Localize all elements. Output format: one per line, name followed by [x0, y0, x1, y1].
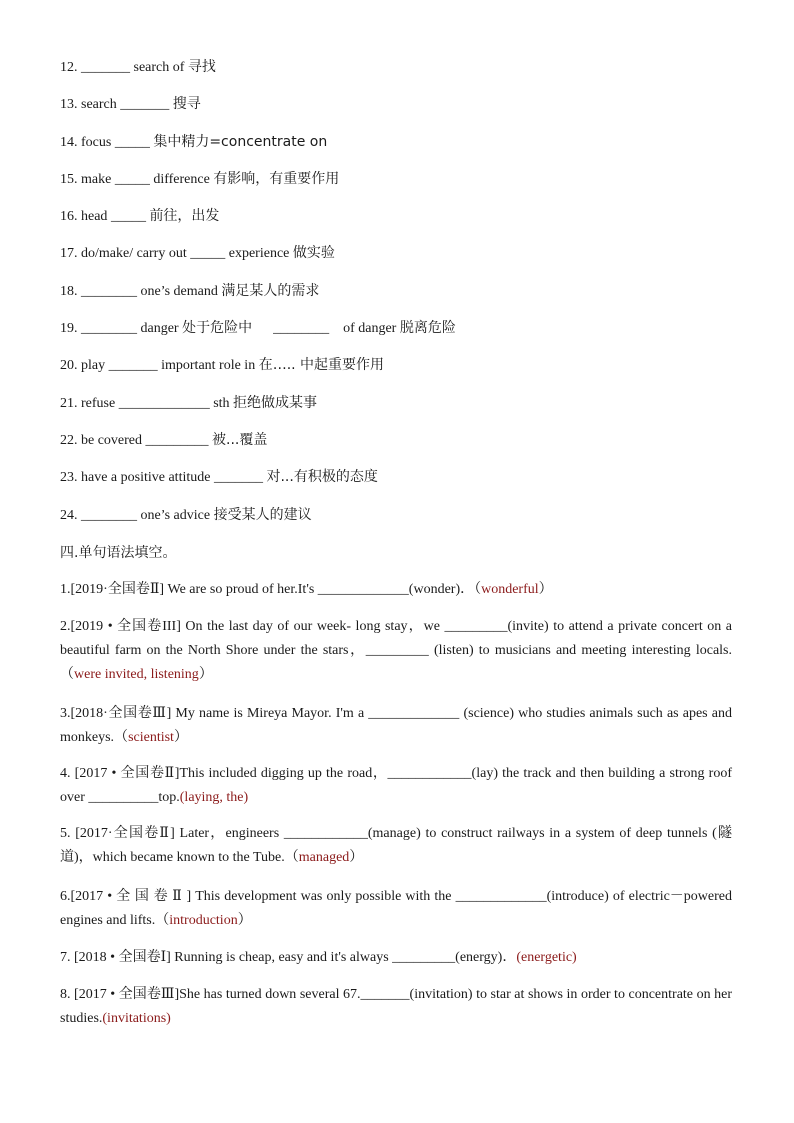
item-number: 14. [60, 135, 78, 150]
phrase-item-13 [60, 94, 740, 115]
phrase-text: of danger [343, 321, 397, 336]
exercise-1 [60, 578, 732, 602]
exercise-text: 1.[2019·全国卷Ⅱ] We are so proud of her.It's _____________(wonder)．（ [60, 582, 482, 597]
answer-bracket: ） [538, 582, 553, 597]
chinese-meaning: 前往，出发 [149, 208, 220, 224]
exercise-4 [60, 762, 732, 810]
fill-blank: _____ [114, 172, 150, 187]
answer-text: (invitations) [102, 1011, 171, 1026]
exercise-text: 4. [2017 • 全国卷Ⅱ]This included digging up the road，____________(lay) the track and then building a strong roof over __________top. [60, 766, 732, 805]
phrase-text: make [81, 172, 112, 187]
item-number: 22. [60, 433, 78, 448]
phrase-item-14 [60, 132, 740, 153]
answer-text: introduction [169, 913, 238, 928]
phrase-text: do/make/ carry out [81, 246, 187, 261]
chinese-meaning: 脱离危险 [399, 320, 456, 336]
phrase-text: sth [213, 396, 230, 411]
exercise-2 [60, 615, 732, 687]
phrase-item-12 [60, 57, 740, 78]
answer-bracket: ） [173, 730, 188, 745]
phrase-item-20 [60, 355, 740, 376]
phrase-item-17 [60, 243, 740, 264]
item-number: 18. [60, 284, 78, 299]
phrase-text: search of [133, 60, 185, 75]
phrase-item-18 [60, 281, 740, 302]
fill-blank: _____ [190, 246, 226, 261]
phrase-item-19 [60, 318, 740, 339]
phrase-item-21 [60, 393, 740, 414]
chinese-meaning: 搜寻 [172, 96, 201, 112]
phrase-text: experience [228, 246, 290, 261]
phrase-item-16 [60, 206, 740, 227]
fill-blank: ________ [81, 321, 137, 336]
fill-blank: ________ [81, 284, 137, 299]
fill-blank: _____________ [118, 396, 210, 411]
chinese-meaning: 集中精力=concentrate on [153, 134, 328, 150]
exercise-text: 3.[2018·全国卷Ⅲ] My name is Mireya Mayor. I'm a _____________ (science) who studies animals such as apes and monkeys.（ [60, 706, 732, 745]
answer-text: were invited, listening [74, 667, 199, 682]
answer-text: (energetic) [516, 950, 577, 965]
item-number: 16. [60, 209, 78, 224]
phrase-text: difference [153, 172, 210, 187]
chinese-meaning: 处于危险中 [182, 320, 253, 336]
fill-blank: _____ [110, 209, 146, 224]
item-number: 12. [60, 60, 78, 75]
phrase-text: be covered [81, 433, 143, 448]
phrase-text: search [81, 97, 117, 112]
fill-blank: ________ [273, 321, 330, 336]
phrase-text: one’s demand [140, 284, 218, 299]
item-number: 23. [60, 470, 78, 485]
exercise-7 [60, 946, 732, 970]
chinese-meaning: 接受某人的建议 [213, 507, 312, 523]
item-number: 15. [60, 172, 78, 187]
item-number: 20. [60, 358, 78, 373]
chinese-meaning: 有影响，有重要作用 [213, 171, 340, 187]
exercise-6 [60, 885, 732, 933]
phrase-text: head [81, 209, 108, 224]
item-number: 17. [60, 246, 78, 261]
answer-text: scientist [128, 730, 174, 745]
exercise-text: 6.[2017 • 全 国 卷 Ⅱ ] This development was only possible with the _____________(introduce) of electric－powered engines and lifts.（ [60, 889, 732, 928]
item-number: 13. [60, 97, 78, 112]
exercise-text: 5. [2017·全国卷Ⅱ] Later，engineers ____________(manage) to construct railways in a system of deep tunnels (隧道)，which became known to the Tube.（ [60, 826, 732, 865]
chinese-meaning: 满足某人的需求 [221, 283, 320, 299]
chinese-meaning: 被...覆盖 [212, 432, 268, 448]
phrase-text: refuse [81, 396, 116, 411]
phrase-item-24 [60, 505, 740, 526]
phrase-item-23 [60, 467, 740, 488]
chinese-meaning: 拒绝做成某事 [233, 395, 318, 411]
exercise-5 [60, 822, 732, 870]
fill-blank: _________ [145, 433, 209, 448]
answer-text: wonderful [481, 582, 539, 597]
fill-blank: _____ [114, 135, 150, 150]
chinese-meaning: 对...有积极的态度 [266, 469, 378, 485]
exercise-text: 2.[2019 • 全国卷III] On the last day of our week- long stay，we _________(invite) to attend a private concert on a beautiful farm on the North Shore under the stars，_________ (listen) to musicians and meeting interesting locals.（ [60, 619, 732, 682]
answer-bracket: ） [349, 850, 364, 865]
phrase-text: focus [81, 135, 112, 150]
fill-blank: _______ [213, 470, 263, 485]
phrase-text: have a positive attitude [81, 470, 211, 485]
exercise-text: 7. [2018 • 全国卷Ⅰ] Running is cheap, easy and it's always _________(energy)． [60, 950, 517, 965]
exercise-3 [60, 702, 732, 750]
fill-blank: ________ [81, 508, 137, 523]
phrase-text: one’s advice [140, 508, 211, 523]
fill-blank: _______ [120, 97, 170, 112]
phrase-item-15 [60, 169, 740, 190]
fill-blank: _______ [81, 60, 130, 75]
chinese-meaning: 在….. 中起重要作用 [258, 357, 385, 373]
item-number: 19. [60, 321, 78, 336]
answer-bracket: ） [198, 667, 213, 682]
phrase-text: danger [140, 321, 179, 336]
chinese-meaning: 做实验 [292, 245, 335, 261]
fill-blank: _______ [108, 358, 158, 373]
answer-text: managed [298, 850, 350, 865]
phrase-text: important role in [161, 358, 256, 373]
phrase-item-22 [60, 430, 740, 451]
phrase-text: play [81, 358, 106, 373]
chinese-meaning: 寻找 [187, 59, 216, 75]
section-heading: 四.单句语法填空。 [60, 545, 177, 561]
item-number: 24. [60, 508, 78, 523]
item-number: 21. [60, 396, 78, 411]
answer-text: (laying, the) [179, 790, 249, 805]
answer-bracket: ） [237, 913, 252, 928]
exercise-8 [60, 983, 732, 1031]
exercise-text: 8. [2017 • 全国卷Ⅲ]She has turned down several 67._______(invitation) to star at shows in order to concentrate on her studies. [60, 987, 732, 1026]
